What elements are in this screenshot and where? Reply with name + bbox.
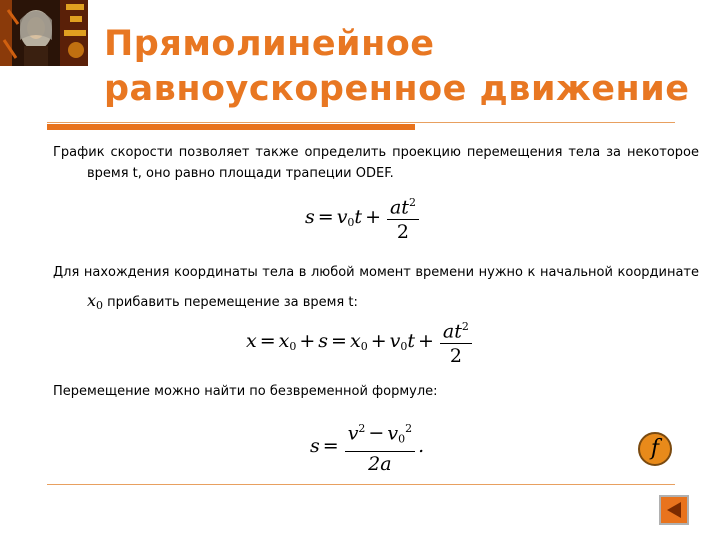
- paragraph-coordinate: Для нахождения координаты тела в любой момент времени нужно к начальной координате $x_0$ прибавить перемещение за время t:: [53, 265, 699, 312]
- title-line-1: Прямолинейное: [104, 24, 435, 64]
- inline-x0-symbol: $x_0$: [87, 291, 104, 312]
- formula-f-icon[interactable]: f: [638, 432, 672, 466]
- title-divider-thick: [47, 124, 415, 130]
- formula-displacement: $s = v_0t$ + $\frac{at^2}{2}$: [305, 192, 422, 244]
- title-line-2: равноускоренное движение: [104, 69, 690, 109]
- paragraph-timeless-formula: Перемещение можно найти по безвременной формуле:: [53, 384, 438, 399]
- title-divider-thin: [47, 122, 675, 123]
- paragraph-velocity-graph: График скорости позволяет также определить проекцию перемещения тела за некоторое время t, оно равно площади трапеции ODEF.: [53, 145, 699, 181]
- formula-coordinate: $x = x_0 + s = x_0 + v_0t$ + $\frac{at^2}{2}$: [246, 316, 475, 368]
- back-button[interactable]: [659, 495, 689, 525]
- newton-portrait-logo: [0, 0, 88, 66]
- page-title: [104, 22, 689, 112]
- formula-timeless: s = $\frac{v^2 - v_0^2}{2a}$ .: [310, 418, 424, 476]
- footer-divider: [47, 484, 675, 485]
- back-arrow-icon: [661, 497, 687, 523]
